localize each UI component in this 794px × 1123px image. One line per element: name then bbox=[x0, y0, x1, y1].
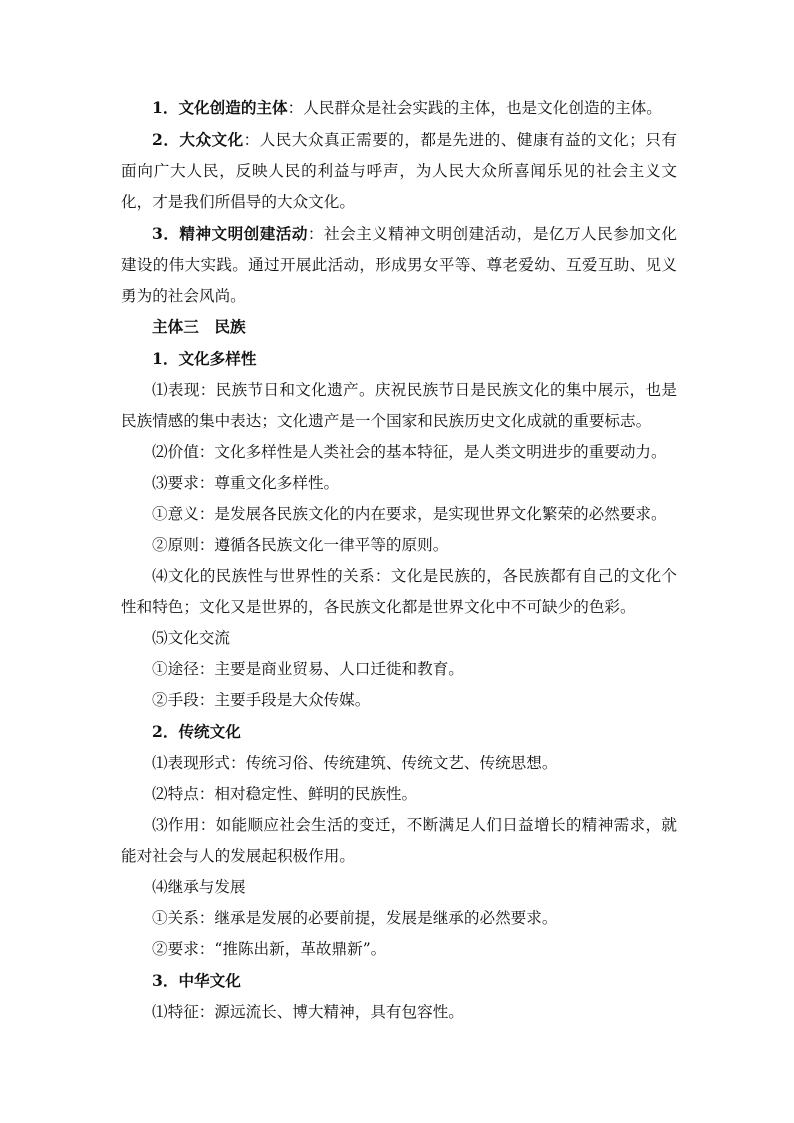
item-heading: 精神文明创建活动 bbox=[179, 225, 308, 243]
paragraph bbox=[121, 92, 677, 124]
item-separator: ： bbox=[243, 131, 260, 149]
item-heading: 大众文化 bbox=[179, 131, 244, 149]
item-text: ②手段：主要手段是大众传媒。 bbox=[152, 691, 371, 709]
item-heading: 文化多样性 bbox=[178, 350, 257, 368]
paragraph bbox=[121, 810, 677, 872]
item-number: 2． bbox=[152, 722, 179, 741]
item-text: ①途径：主要是商业贸易、人口迁徙和教育。 bbox=[152, 660, 464, 678]
item-text: ⑴表现：民族节日和文化遗产。庆祝民族节日是民族文化的集中展示，也是民族情感的集中表达；文化遗产是一个国家和民族历史文化成就的重要标志。 bbox=[121, 381, 677, 430]
paragraph bbox=[121, 748, 677, 779]
paragraph bbox=[121, 530, 677, 561]
item-number: 1． bbox=[152, 349, 179, 368]
paragraph bbox=[121, 872, 677, 903]
item-text: ⑴特征：源远流长、博大精神，具有包容性。 bbox=[152, 1003, 464, 1021]
paragraph bbox=[121, 779, 677, 810]
document-page bbox=[121, 92, 677, 1028]
paragraph bbox=[121, 934, 677, 965]
section-title: 主体三 民族 bbox=[152, 318, 246, 336]
paragraph bbox=[121, 218, 677, 312]
item-text: 人民大众真正需要的，都是先进的、健康有益的文化；只有面向广大人民，反映人民的利益与呼声，为人民大众所喜闻乐见的社会主义文化，才是我们所倡导的大众文化。 bbox=[121, 131, 677, 211]
paragraph bbox=[121, 437, 677, 468]
paragraph bbox=[121, 997, 677, 1028]
item-text: ⑷继承与发展 bbox=[152, 878, 246, 896]
item-heading: 传统文化 bbox=[178, 723, 241, 741]
section-heading bbox=[121, 312, 677, 343]
subsection-heading bbox=[121, 343, 677, 375]
item-text: ⑵价值：文化多样性是人类社会的基本特征，是人类文明进步的重要动力。 bbox=[152, 443, 667, 461]
item-separator: ： bbox=[307, 225, 324, 243]
paragraph bbox=[121, 124, 677, 218]
paragraph bbox=[121, 561, 677, 623]
subsection-heading bbox=[121, 965, 677, 997]
paragraph bbox=[121, 468, 677, 499]
item-heading: 文化创造的主体 bbox=[178, 99, 288, 117]
item-text: ⑷文化的民族性与世界性的关系：文化是民族的，各民族都有自己的文化个性和特色；文化又是世界的，各民族文化都是世界文化中不可缺少的色彩。 bbox=[121, 567, 677, 616]
paragraph bbox=[121, 623, 677, 654]
paragraph bbox=[121, 375, 677, 437]
item-number: 1． bbox=[152, 98, 179, 117]
item-separator: ： bbox=[287, 99, 304, 117]
item-text: ①关系：继承是发展的必要前提，发展是继承的必然要求。 bbox=[152, 909, 558, 927]
item-text: ⑸文化交流 bbox=[152, 629, 230, 647]
item-number: 3． bbox=[152, 971, 179, 990]
item-text: ⑵特点：相对稳定性、鲜明的民族性。 bbox=[152, 785, 418, 803]
item-text: ②原则：遵循各民族文化一律平等的原则。 bbox=[152, 536, 449, 554]
paragraph bbox=[121, 499, 677, 530]
item-text: ⑶作用：如能顺应社会生活的变迁，不断满足人们日益增长的精神需求，就能对社会与人的发展起积极作用。 bbox=[121, 816, 677, 865]
paragraph bbox=[121, 903, 677, 934]
item-text: 社会主义精神文明创建活动，是亿万人民参加文化建设的伟大实践。通过开展此活动，形成男女平等、尊老爱幼、互爱互助、见义勇为的社会风尚。 bbox=[121, 225, 677, 305]
subsection-heading bbox=[121, 716, 677, 748]
item-text: 人民群众是社会实践的主体，也是文化创造的主体。 bbox=[303, 99, 662, 117]
item-text: ②要求：“推陈出新，革故鼎新”。 bbox=[152, 940, 387, 958]
item-text: ⑴表现形式：传统习俗、传统建筑、传统文艺、传统思想。 bbox=[152, 754, 558, 772]
item-heading: 中华文化 bbox=[178, 972, 241, 990]
item-text: ①意义：是发展各民族文化的内在要求，是实现世界文化繁荣的必然要求。 bbox=[152, 505, 667, 523]
item-number: 3． bbox=[152, 224, 180, 243]
paragraph bbox=[121, 654, 677, 685]
item-text: ⑶要求：尊重文化多样性。 bbox=[152, 474, 340, 492]
item-number: 2． bbox=[152, 130, 180, 149]
paragraph bbox=[121, 685, 677, 716]
